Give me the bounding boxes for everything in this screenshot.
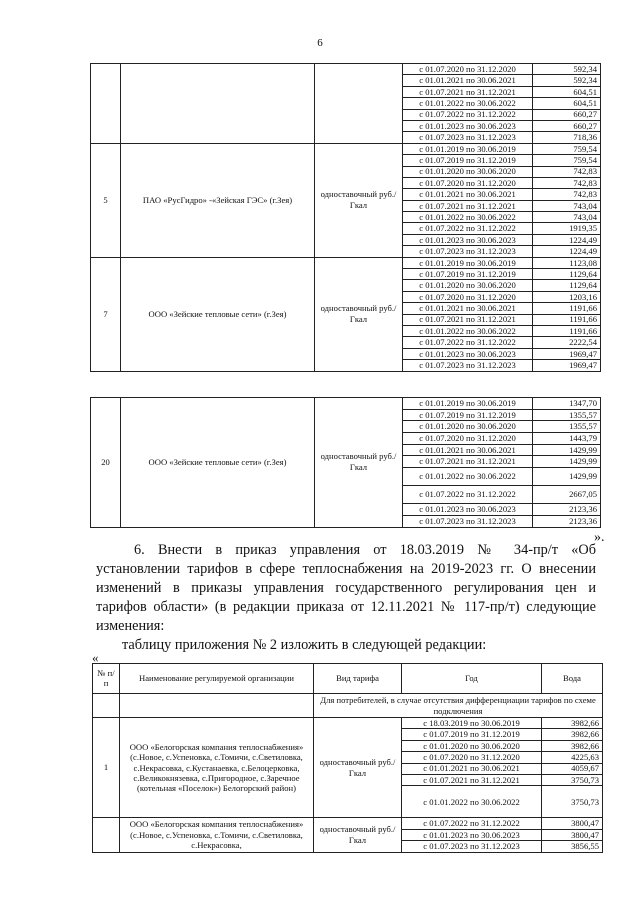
value-cell: 743,04 bbox=[533, 200, 601, 211]
appendix-2-table bbox=[92, 663, 603, 853]
page-number: 6 bbox=[317, 37, 323, 49]
period-cell: с 01.07.2022 по 31.12.2022 bbox=[403, 337, 533, 348]
period-cell: с 01.01.2020 по 30.06.2020 bbox=[403, 280, 533, 291]
table-row bbox=[91, 257, 601, 268]
paragraph-line: 6. Внести в приказ управления от 18.03.2019 № 34-пр/т «Об bbox=[134, 542, 596, 558]
table-row bbox=[91, 64, 601, 75]
table-row bbox=[91, 143, 601, 154]
period-cell: с 01.01.2020 по 30.06.2020 bbox=[403, 166, 533, 177]
value-cell: 1191,66 bbox=[533, 325, 601, 336]
period-cell: с 01.07.2020 по 31.12.2020 bbox=[403, 433, 533, 445]
period-cell: с 01.01.2022 по 30.06.2022 bbox=[403, 468, 533, 486]
value-cell: 1347,70 bbox=[533, 398, 601, 410]
period-cell: с 01.01.2019 по 30.06.2019 bbox=[403, 143, 533, 154]
consumer-subheader: Для потребителей, в случае отсутствия дифференциации тарифов по схеме подключения bbox=[314, 694, 603, 718]
period-cell: с 01.07.2021 по 31.12.2021 bbox=[402, 774, 542, 785]
value-cell: 3856,55 bbox=[542, 841, 603, 852]
row-number: 1 bbox=[93, 718, 120, 818]
value-cell: 1429,99 bbox=[533, 444, 601, 456]
period-cell: с 01.01.2019 по 30.06.2019 bbox=[403, 398, 533, 410]
organization-name: ООО «Белогорская компания теплоснабжения» (с.Новое, с.Успеновка, с.Томичи, с.Светиловка, с.Некрасовка, bbox=[120, 818, 314, 852]
value-cell: 3800,47 bbox=[542, 829, 603, 840]
value-cell: 718,36 bbox=[533, 132, 601, 143]
value-cell: 759,54 bbox=[533, 155, 601, 166]
period-cell: с 01.07.2019 по 31.12.2019 bbox=[403, 409, 533, 421]
header-number: № п/п bbox=[93, 664, 120, 694]
period-cell: с 01.01.2023 по 30.06.2023 bbox=[403, 120, 533, 131]
paragraph-line: изменения: bbox=[96, 618, 165, 634]
period-cell: с 01.07.2019 по 31.12.2019 bbox=[403, 155, 533, 166]
period-cell: с 01.07.2019 по 31.12.2019 bbox=[403, 269, 533, 280]
organization-name: ООО «Белогорская компания теплоснабжения» (с.Новое, с.Успеновка, с.Томичи, с.Светиловка, с.Некрасовка, с.Кустанаевка, с.Белоцерковка, с.Великокнязевка, с.Пригородное, с.Заречное (котельная «Поселок») Белогорский район) bbox=[120, 718, 314, 818]
period-cell: с 01.07.2021 по 31.12.2021 bbox=[403, 200, 533, 211]
value-cell: 1191,66 bbox=[533, 314, 601, 325]
period-cell: с 01.07.2023 по 31.12.2023 bbox=[403, 360, 533, 371]
value-cell: 3982,66 bbox=[542, 729, 603, 740]
period-cell: с 01.01.2021 по 30.06.2021 bbox=[403, 444, 533, 456]
value-cell: 592,34 bbox=[533, 64, 601, 75]
value-cell: 604,51 bbox=[533, 86, 601, 97]
tariff-type: одноставочный руб./Гкал bbox=[315, 257, 403, 371]
period-cell: с 01.07.2020 по 31.12.2020 bbox=[403, 291, 533, 302]
table-subheader-row bbox=[93, 694, 603, 718]
value-cell: 1224,49 bbox=[533, 234, 601, 245]
tariff-type: одноставочный руб./Гкал bbox=[315, 398, 403, 528]
period-cell: с 01.01.2019 по 30.06.2019 bbox=[403, 257, 533, 268]
period-cell: с 01.01.2021 по 30.06.2021 bbox=[403, 303, 533, 314]
row-number: 20 bbox=[91, 398, 121, 528]
period-cell: с 01.01.2023 по 30.06.2023 bbox=[403, 234, 533, 245]
paragraph-line: изменений в приказы управления государственного регулирования цен и bbox=[96, 580, 596, 596]
period-cell: с 01.01.2022 по 30.06.2022 bbox=[403, 98, 533, 109]
period-cell: с 01.01.2021 по 30.06.2021 bbox=[402, 763, 542, 774]
value-cell: 3982,66 bbox=[542, 718, 603, 729]
period-cell: с 01.07.2020 по 31.12.2020 bbox=[402, 752, 542, 763]
header-year: Год bbox=[402, 664, 542, 694]
value-cell: 1355,57 bbox=[533, 409, 601, 421]
period-cell: с 01.01.2023 по 30.06.2023 bbox=[403, 348, 533, 359]
value-cell: 1969,47 bbox=[533, 348, 601, 359]
value-cell: 1129,64 bbox=[533, 269, 601, 280]
period-cell: с 01.07.2022 по 31.12.2022 bbox=[403, 486, 533, 504]
value-cell: 742,83 bbox=[533, 166, 601, 177]
tariff-table-continued bbox=[90, 63, 601, 372]
value-cell: 3750,73 bbox=[542, 786, 603, 818]
period-cell: с 01.07.2023 по 31.12.2023 bbox=[402, 841, 542, 852]
period-cell: с 01.01.2022 по 30.06.2022 bbox=[403, 212, 533, 223]
tariff-table-row-20 bbox=[90, 397, 601, 528]
table-row bbox=[91, 398, 601, 410]
period-cell: с 01.01.2023 по 30.06.2023 bbox=[402, 829, 542, 840]
header-tariff-type: Вид тарифа bbox=[314, 664, 402, 694]
period-cell: с 01.07.2022 по 31.12.2022 bbox=[403, 223, 533, 234]
period-cell: с 01.01.2021 по 30.06.2021 bbox=[403, 189, 533, 200]
period-cell: с 01.01.2023 по 30.06.2023 bbox=[403, 504, 533, 516]
value-cell: 3800,47 bbox=[542, 818, 603, 829]
value-cell: 1203,16 bbox=[533, 291, 601, 302]
row-number: 7 bbox=[91, 257, 121, 371]
value-cell: 604,51 bbox=[533, 98, 601, 109]
period-cell: с 01.01.2021 по 30.06.2021 bbox=[403, 75, 533, 86]
value-cell: 743,04 bbox=[533, 212, 601, 223]
value-cell: 4225,63 bbox=[542, 752, 603, 763]
table-row bbox=[93, 718, 603, 729]
header-water: Вода bbox=[542, 664, 603, 694]
period-cell: с 01.07.2021 по 31.12.2021 bbox=[403, 314, 533, 325]
value-cell: 2222,54 bbox=[533, 337, 601, 348]
value-cell: 2123,36 bbox=[533, 504, 601, 516]
organization-name: ООО «Зейские тепловые сети» (г.Зея) bbox=[121, 398, 315, 528]
value-cell: 1224,49 bbox=[533, 246, 601, 257]
period-cell: с 01.01.2020 по 30.06.2020 bbox=[403, 421, 533, 433]
value-cell: 3982,66 bbox=[542, 740, 603, 751]
value-cell: 2667,05 bbox=[533, 486, 601, 504]
value-cell: 660,27 bbox=[533, 109, 601, 120]
period-cell: с 01.07.2023 по 31.12.2023 bbox=[403, 132, 533, 143]
value-cell: 4059,67 bbox=[542, 763, 603, 774]
period-cell: с 01.07.2023 по 31.12.2023 bbox=[403, 515, 533, 527]
value-cell: 1443,79 bbox=[533, 433, 601, 445]
value-cell: 759,54 bbox=[533, 143, 601, 154]
value-cell: 742,83 bbox=[533, 177, 601, 188]
value-cell: 592,34 bbox=[533, 75, 601, 86]
period-cell: с 01.07.2020 по 31.12.2020 bbox=[403, 64, 533, 75]
period-cell: с 01.01.2022 по 30.06.2022 bbox=[402, 786, 542, 818]
period-cell: с 01.07.2021 по 31.12.2021 bbox=[403, 86, 533, 97]
value-cell: 1919,35 bbox=[533, 223, 601, 234]
organization-name: ООО «Зейские тепловые сети» (г.Зея) bbox=[121, 257, 315, 371]
row-number: 5 bbox=[91, 143, 121, 257]
period-cell: с 01.01.2022 по 30.06.2022 bbox=[403, 325, 533, 336]
period-cell: с 01.07.2022 по 31.12.2022 bbox=[403, 109, 533, 120]
value-cell: 742,83 bbox=[533, 189, 601, 200]
value-cell: 660,27 bbox=[533, 120, 601, 131]
amendment-paragraph bbox=[96, 541, 596, 655]
table-row bbox=[93, 818, 603, 829]
tariff-type: одноставочный руб./Гкал bbox=[314, 818, 402, 852]
period-cell: с 01.07.2022 по 31.12.2022 bbox=[402, 818, 542, 829]
period-cell: с 01.07.2019 по 31.12.2019 bbox=[402, 729, 542, 740]
paragraph-line: тарифов области» (в редакции приказа от 12.11.2021 № 117-пр/т) следующие bbox=[96, 599, 596, 615]
value-cell: 1429,99 bbox=[533, 456, 601, 468]
value-cell: 1191,66 bbox=[533, 303, 601, 314]
value-cell: 1429,99 bbox=[533, 468, 601, 486]
closing-quote: ». bbox=[594, 530, 605, 545]
value-cell: 1969,47 bbox=[533, 360, 601, 371]
period-cell: с 01.07.2021 по 31.12.2021 bbox=[403, 456, 533, 468]
paragraph-line: установлении тарифов в сфере теплоснабжения на 2019-2023 гг. О внесении bbox=[96, 561, 596, 577]
tariff-type: одноставочный руб./Гкал bbox=[315, 143, 403, 257]
value-cell: 2123,36 bbox=[533, 515, 601, 527]
value-cell: 3750,73 bbox=[542, 774, 603, 785]
value-cell: 1355,57 bbox=[533, 421, 601, 433]
table-header-row bbox=[93, 664, 603, 694]
period-cell: с 01.01.2020 по 30.06.2020 bbox=[402, 740, 542, 751]
period-cell: с 01.07.2023 по 31.12.2023 bbox=[403, 246, 533, 257]
organization-name: ПАО «РусГидро» -«Зейская ГЭС» (г.Зея) bbox=[121, 143, 315, 257]
paragraph-line: таблицу приложения № 2 изложить в следующей редакции: bbox=[122, 637, 487, 653]
opening-quote: « bbox=[92, 650, 99, 665]
period-cell: с 18.03.2019 по 30.06.2019 bbox=[402, 718, 542, 729]
tariff-type: одноставочный руб./Гкал bbox=[314, 718, 402, 818]
header-organization: Наименование регулируемой организации bbox=[120, 664, 314, 694]
period-cell: с 01.07.2020 по 31.12.2020 bbox=[403, 177, 533, 188]
value-cell: 1129,64 bbox=[533, 280, 601, 291]
value-cell: 1123,08 bbox=[533, 257, 601, 268]
